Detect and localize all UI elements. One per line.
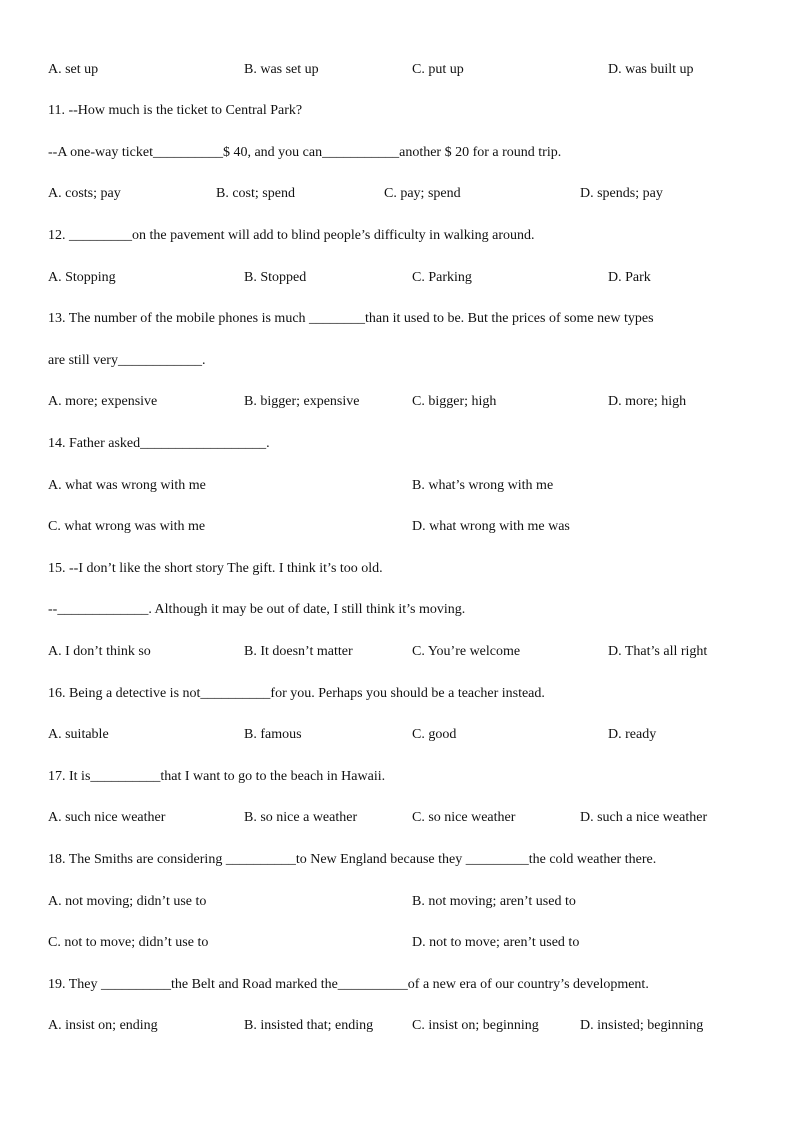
q16-option-d[interactable]: D. ready	[608, 727, 657, 742]
q11-option-c[interactable]: C. pay; spend	[384, 186, 461, 201]
q15-option-b[interactable]: B. It doesn’t matter	[244, 644, 353, 659]
q13-stem-continued: are still very____________.	[48, 353, 206, 368]
q17-option-a[interactable]: A. such nice weather	[48, 810, 166, 825]
q13-option-b[interactable]: B. bigger; expensive	[244, 394, 360, 409]
q16-stem: 16. Being a detective is not__________for you. Perhaps you should be a teacher instead.	[48, 686, 545, 701]
q16-option-c[interactable]: C. good	[412, 727, 457, 742]
q12-option-c[interactable]: C. Parking	[412, 270, 472, 285]
q18-options-row2	[48, 933, 754, 953]
q11-answer-line: --A one-way ticket__________$ 40, and you can___________another $ 20 for a round trip.	[48, 145, 562, 160]
q13-option-d[interactable]: D. more; high	[608, 394, 687, 409]
q18-stem: 18. The Smiths are considering __________to New England because they _________the cold weather there.	[48, 852, 657, 867]
q18-option-d[interactable]: D. not to move; aren’t used to	[412, 935, 580, 950]
q19-stem: 19. They __________the Belt and Road marked the__________of a new era of our country’s development.	[48, 977, 649, 992]
q10-option-d[interactable]: D. was built up	[608, 62, 694, 77]
q14-option-a[interactable]: A. what was wrong with me	[48, 478, 206, 493]
q16-option-b[interactable]: B. famous	[244, 727, 302, 742]
q14-option-d[interactable]: D. what wrong with me was	[412, 519, 570, 534]
q17-stem: 17. It is__________that I want to go to the beach in Hawaii.	[48, 769, 386, 784]
q19-options	[48, 1016, 754, 1036]
q12-option-d[interactable]: D. Park	[608, 270, 651, 285]
q14-options-row2	[48, 517, 754, 537]
q11-option-b[interactable]: B. cost; spend	[216, 186, 295, 201]
q10-option-b[interactable]: B. was set up	[244, 62, 319, 77]
q12-options	[48, 268, 754, 288]
q14-option-c[interactable]: C. what wrong was with me	[48, 519, 206, 534]
q13-options	[48, 392, 754, 412]
q10-option-c[interactable]: C. put up	[412, 62, 464, 77]
q13-stem: 13. The number of the mobile phones is much ________than it used to be. But the prices of some new types	[48, 311, 654, 326]
q12-stem: 12. _________on the pavement will add to blind people’s difficulty in walking around.	[48, 228, 535, 243]
q17-options	[48, 808, 754, 828]
q11-option-d[interactable]: D. spends; pay	[580, 186, 663, 201]
q16-options	[48, 725, 754, 745]
q19-option-c[interactable]: C. insist on; beginning	[412, 1018, 539, 1033]
q18-options-row1	[48, 892, 754, 912]
q12-option-b[interactable]: B. Stopped	[244, 270, 307, 285]
q10-option-a[interactable]: A. set up	[48, 62, 99, 77]
q11-stem: 11. --How much is the ticket to Central Park?	[48, 103, 303, 118]
q15-options	[48, 642, 754, 662]
q16-option-a[interactable]: A. suitable	[48, 727, 109, 742]
q18-option-c[interactable]: C. not to move; didn’t use to	[48, 935, 209, 950]
q14-option-b[interactable]: B. what’s wrong with me	[412, 478, 554, 493]
q17-option-b[interactable]: B. so nice a weather	[244, 810, 358, 825]
q13-option-c[interactable]: C. bigger; high	[412, 394, 497, 409]
q15-answer-line: --_____________. Although it may be out of date, I still think it’s moving.	[48, 602, 466, 617]
q14-options-row1	[48, 476, 754, 496]
q15-option-a[interactable]: A. I don’t think so	[48, 644, 151, 659]
q19-option-b[interactable]: B. insisted that; ending	[244, 1018, 374, 1033]
q17-option-c[interactable]: C. so nice weather	[412, 810, 516, 825]
q15-stem: 15. --I don’t like the short story The gift. I think it’s too old.	[48, 561, 383, 576]
q13-option-a[interactable]: A. more; expensive	[48, 394, 158, 409]
q11-options	[48, 184, 754, 204]
q18-option-a[interactable]: A. not moving; didn’t use to	[48, 894, 207, 909]
q11-option-a[interactable]: A. costs; pay	[48, 186, 121, 201]
q17-option-d[interactable]: D. such a nice weather	[580, 810, 708, 825]
q10-options	[48, 60, 754, 80]
q18-option-b[interactable]: B. not moving; aren’t used to	[412, 894, 576, 909]
q14-stem: 14. Father asked__________________.	[48, 436, 270, 451]
q15-option-d[interactable]: D. That’s all right	[608, 644, 708, 659]
q12-option-a[interactable]: A. Stopping	[48, 270, 116, 285]
q15-option-c[interactable]: C. You’re welcome	[412, 644, 521, 659]
q19-option-d[interactable]: D. insisted; beginning	[580, 1018, 704, 1033]
q19-option-a[interactable]: A. insist on; ending	[48, 1018, 158, 1033]
